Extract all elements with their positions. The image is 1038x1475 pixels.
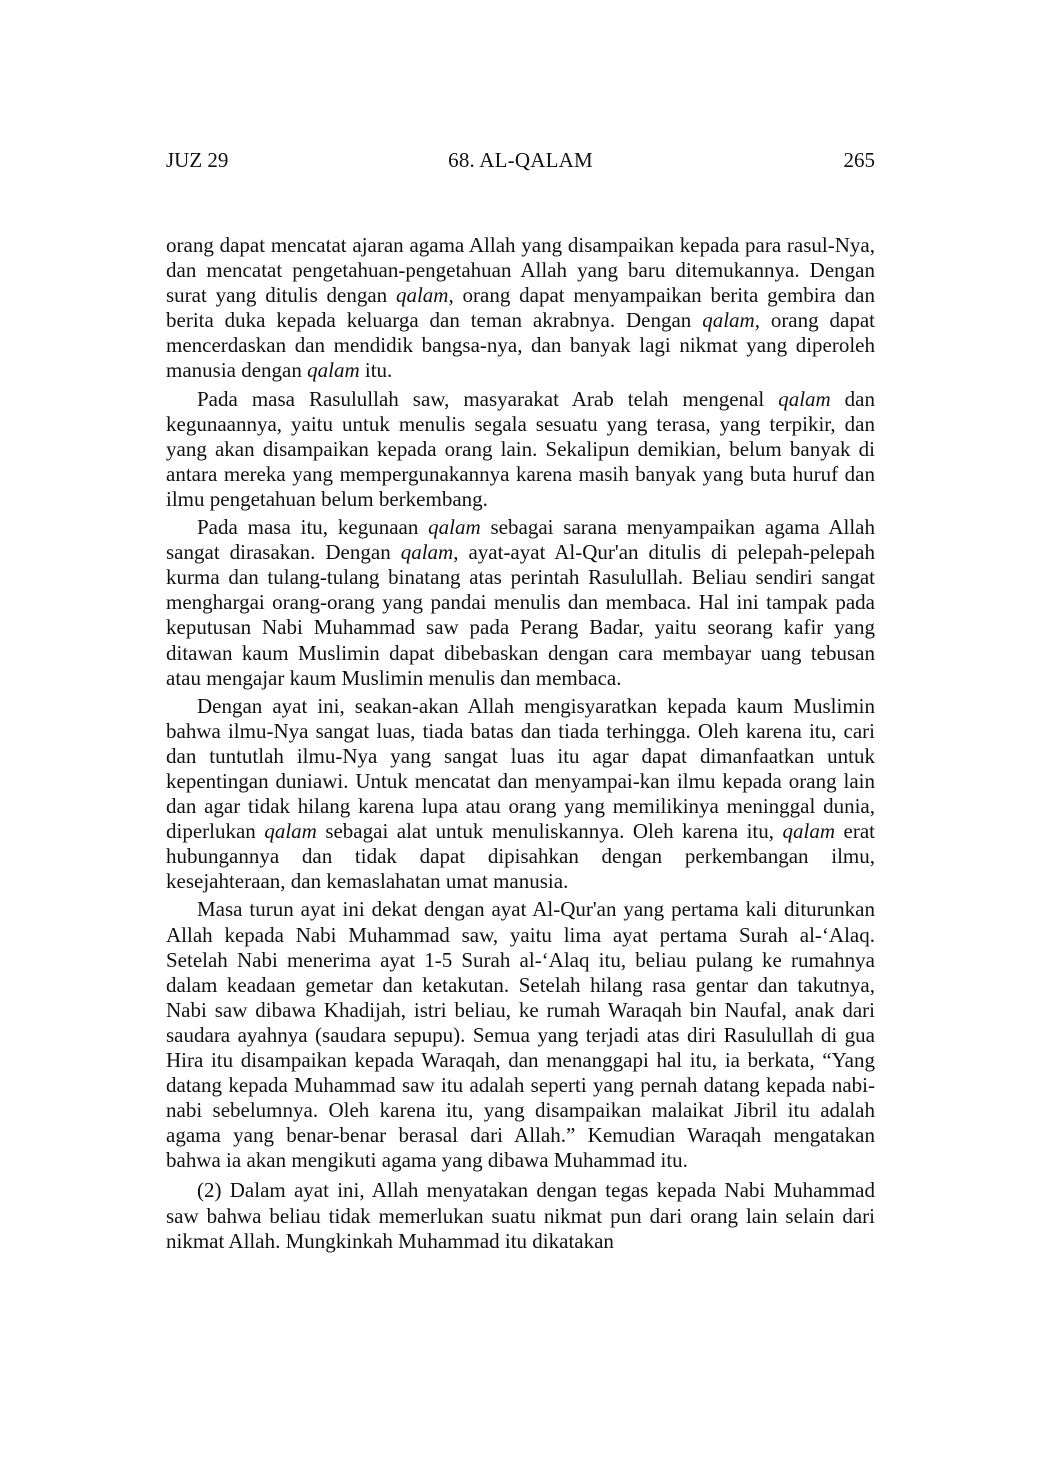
italic-term-qalam: qalam xyxy=(400,540,454,565)
text-segment: Masa turun ayat ini dekat dengan ayat Al-Qur'an yang pertama kali diturunkan Allah kepada Nabi Muhammad saw, yaitu lima ayat pertama Surah al-‘Alaq. Setelah Nabi menerima ayat 1-5 Surah al-‘Alaq itu, beliau pulang ke rumahnya dalam keadaan gemetar dan ketakutan. Setelah hilang rasa gentar dan takutnya, Nabi saw dibawa Khadijah, istri beliau, ke rumah Waraqah bin Naufal, anak dari saudara ayahnya (saudara sepupu). Semua yang terjadi atas diri Rasulullah di gua Hira itu disampaikan kepada Waraqah, dan menanggapi hal itu, ia berkata, “Yang datang kepada Muhammad saw itu adalah seperti yang pernah datang kepada nabi-nabi sebelumnya. Oleh karena itu, yang disampaikan malaikat Jibril itu adalah agama yang benar-benar berasal dari Allah.” Kemudian Waraqah mengatakan bahwa ia akan mengikuti agama yang dibawa Muhammad itu. xyxy=(166,897,875,1173)
juz-label: JUZ 29 xyxy=(166,148,229,172)
paragraph-2 xyxy=(166,387,875,512)
text-segment: sebagai alat untuk menuliskannya. Oleh karena itu, xyxy=(316,819,783,844)
paragraph-3 xyxy=(166,515,875,691)
text-segment: (2) Dalam ayat ini, Allah menyatakan dengan tegas kepada Nabi Muhammad saw bahwa beliau tidak memerlukan suatu nikmat pun dari orang lain selain dari nikmat Allah. Mungkinkah Muhammad itu dikatakan xyxy=(166,1178,875,1253)
text-segment: , orang dapat menyampaikan berita gembira dan berita duka kepada keluarga dan teman akrabnya. Dengan xyxy=(166,283,875,333)
text-segment: Pada masa itu, kegunaan xyxy=(197,515,429,540)
text-segment: itu. xyxy=(359,358,393,383)
italic-term-qalam: qalam xyxy=(307,358,360,383)
text-segment: dan kegunaannya, yaitu untuk menulis segala sesuatu yang terasa, yang terpikir, dan yang akan disampaikan kepada orang lain. Sekalipun demikian, belum banyak di antara mereka yang mempergunakannya karena masih banyak yang buta huruf dan ilmu pengetahuan belum berkembang. xyxy=(166,386,876,511)
italic-term-qalam: qalam xyxy=(702,308,755,333)
paragraph-6 xyxy=(166,1178,875,1253)
body-text xyxy=(166,233,875,1254)
page-number: 265 xyxy=(843,148,875,172)
italic-term-qalam: qalam xyxy=(395,283,449,308)
text-segment: , ayat-ayat Al-Qur'an ditulis di pelepah-pelepah kurma dan tulang-tulang binatang atas perintah Rasulullah. Beliau sendiri sangat menghargai orang-orang yang pandai menulis dan membaca. Hal ini tampak pada keputusan Nabi Muhammad saw pada Perang Badar, yaitu seorang kafir yang ditawan kaum Muslimin dapat dibebaskan dengan cara membayar uang tebusan atau mengajar kaum Muslimin menulis dan membaca. xyxy=(166,540,875,690)
text-segment: Pada masa Rasulullah saw, masyarakat Arab telah mengenal xyxy=(197,386,779,411)
running-header xyxy=(166,146,875,174)
text-segment: sebagai sarana menyampaikan agama Allah sangat dirasakan. Dengan xyxy=(166,515,875,565)
paragraph-4 xyxy=(166,694,875,895)
text-segment: erat hubungannya dan tidak dapat dipisahkan dengan perkembangan ilmu, kesejahteraan, dan kemaslahatan umat manusia. xyxy=(166,819,875,894)
italic-term-qalam: qalam xyxy=(782,819,836,844)
text-segment: Dengan ayat ini, seakan-akan Allah mengisyaratkan kepada kaum Muslimin bahwa ilmu-Nya sangat luas, tiada batas dan tiada terhingga. Oleh karena itu, cari dan tuntutlah ilmu-Nya yang sangat luas itu agar dapat dimanfaatkan untuk kepentingan duniawi. Untuk mencatat dan menyampai-kan ilmu kepada orang lain dan agar tidak hilang karena lupa atau orang yang memilikinya meninggal dunia, diperlukan xyxy=(166,693,875,844)
text-segment: , orang dapat mencerdaskan dan mendidik bangsa-nya, dan banyak lagi nikmat yang diperoleh manusia dengan xyxy=(166,308,875,383)
italic-term-qalam: qalam xyxy=(428,515,481,540)
text-segment: orang dapat mencatat ajaran agama Allah yang disampaikan kepada para rasul-Nya, dan mencatat pengetahuan-pengetahuan Allah yang baru ditemukannya. Dengan surat yang ditulis dengan xyxy=(166,233,875,308)
surah-title: 68. AL-QALAM xyxy=(448,148,593,172)
paragraph-1 xyxy=(166,233,875,384)
italic-term-qalam: qalam xyxy=(778,386,831,411)
italic-term-qalam: qalam xyxy=(264,819,317,844)
paragraph-5 xyxy=(166,897,875,1173)
